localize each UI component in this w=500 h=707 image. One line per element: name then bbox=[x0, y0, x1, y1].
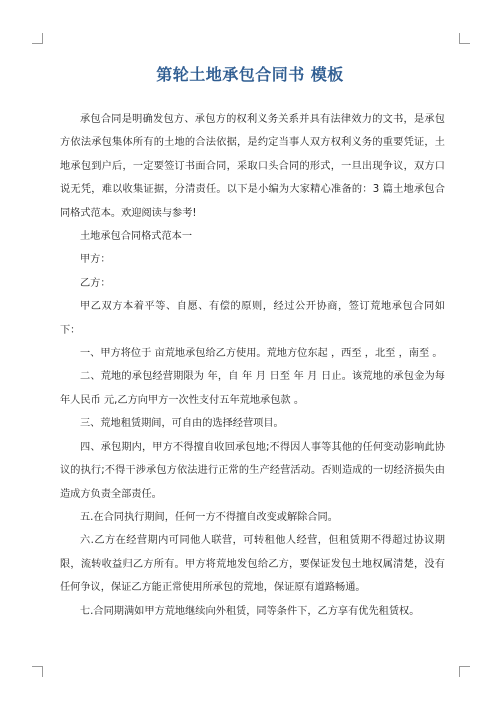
crop-mark-top-right bbox=[459, 33, 470, 44]
clause-6: 六.乙方在经营期内可同他人联营，可转租他人经营，但租赁期不得超过协议期限，流转收益归乙方所有。甲方将荒地发包给乙方，要保证发包土地权属清楚，没有任何争议，保证乙方能正常使用所承包的荒地，保证原有道路畅通。 bbox=[60, 535, 445, 594]
intro-paragraph: 承包合同是明确发包方、承包方的权利义务关系并具有法律效力的文书，是承包方依法承包集体所有的土地的合法依据，是约定当事人双方权利义务的重要凭证，土地承包到户后，一定要签订书面合同，采取口头合同的形式，一旦出现争议，双方口说无凭，难以收集证据，分清责任。以下是小编为大家精心准备的：3 篇土地承包合同格式范本。欢迎阅读与参考! bbox=[60, 114, 445, 219]
clause-3: 三、荒地租赁期间，可自由的选择经营项目。 bbox=[80, 418, 284, 430]
agreement-preamble: 甲乙双方本着平等、自愿、有偿的原则，经过公开协商，签订荒地承包合同如下： bbox=[60, 301, 445, 336]
document-body bbox=[60, 108, 445, 623]
clause-4: 四、承包期内，甲方不得擅自收回承包地;不得因人事等其他的任何变动影响此协议的执行;不得干涉承包方依法进行正常的生产经营活动。否则造成的一切经济损失由造成方负责全部责任。 bbox=[60, 441, 445, 500]
template-heading: 土地承包合同格式范本一 bbox=[80, 231, 193, 243]
crop-mark-bottom-left bbox=[32, 666, 43, 677]
document-title: 第轮土地承包合同书 模板 bbox=[156, 65, 344, 84]
clause-1: 一、甲方将位于 亩荒地承包给乙方使用。荒地方位东起 ，西至 ，北至 ，南至 。 bbox=[80, 348, 443, 360]
crop-mark-bottom-right bbox=[459, 666, 470, 677]
clause-7: 七.合同期满如甲方荒地继续向外租赁，同等条件下，乙方享有优先租赁权。 bbox=[80, 605, 420, 617]
crop-mark-top-left bbox=[32, 33, 43, 44]
party-b-line: 乙方： bbox=[80, 277, 111, 289]
clause-2: 二、荒地的承包经营期限为 年，自 年 月 日至 年 月 日止。该荒地的承包金为每年人民币 元,乙方向甲方一次性支付五年荒地承包款 。 bbox=[60, 371, 445, 406]
party-a-line: 甲方： bbox=[80, 254, 111, 266]
clause-5: 五.在合同执行期间，任何一方不得擅自改变或解除合同。 bbox=[80, 511, 338, 523]
